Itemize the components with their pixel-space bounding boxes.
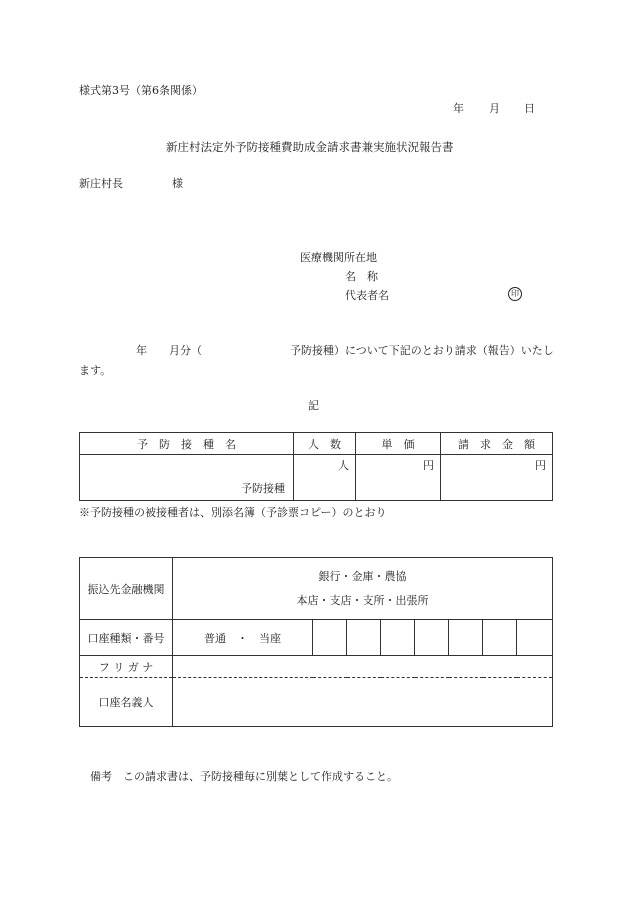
branch-types: 本店・支店・支所・出張所	[296, 593, 429, 607]
account-digit-box[interactable]	[347, 620, 381, 656]
date-month-label: 月	[489, 102, 500, 115]
note-text: ※予防接種の被接種者は、別添名簿（予診票コピー）のとおり	[79, 506, 387, 519]
applicant-address-label: 医療機関所在地	[300, 251, 377, 264]
account-digit-box[interactable]	[449, 620, 483, 656]
unit-price-unit: 円	[423, 459, 434, 472]
applicant-representative-label: 代表者名	[345, 289, 389, 302]
form-number: 様式第3号（第6条関係）	[79, 84, 203, 97]
seal-mark	[508, 286, 522, 301]
bank-types: 銀行・金庫・農協	[318, 569, 407, 583]
bank-table	[79, 557, 553, 727]
document-title: 新庄村法定外予防接種費助成金請求書兼実施状況報告書	[166, 140, 454, 154]
statement-line-1: 年 月分（ 予防接種）について下記のとおり請求（報告）いたし	[136, 344, 554, 357]
furigana-label: フ リ ガ ナ	[80, 656, 173, 678]
account-holder-field[interactable]	[173, 678, 553, 727]
claim-table	[79, 432, 553, 501]
date-year-label: 年	[453, 102, 464, 115]
bank-label: 振込先金融機関	[80, 558, 173, 620]
bank-cell[interactable]	[173, 558, 553, 620]
statement-line-2: ます。	[79, 364, 112, 377]
account-digit-box[interactable]	[415, 620, 449, 656]
seal-mark-text: 印	[508, 287, 522, 301]
account-label: 口座種類・番号	[80, 620, 173, 656]
account-holder-label: 口座名義人	[80, 678, 173, 727]
account-digit-box[interactable]	[381, 620, 415, 656]
header-unit-price: 単 価	[356, 433, 441, 455]
account-digit-box[interactable]	[483, 620, 517, 656]
applicant-name-label: 名 称	[345, 270, 378, 283]
header-claim-amount: 請 求 金 額	[441, 433, 553, 455]
ki-heading: 記	[308, 399, 319, 412]
vaccine-name-suffix: 予防接種	[241, 481, 285, 495]
header-count: 人 数	[294, 433, 356, 455]
account-types: 普通 ・ 当座	[204, 631, 281, 645]
account-digit-box[interactable]	[517, 620, 553, 656]
unit-price-cell[interactable]	[356, 455, 441, 501]
account-type-cell[interactable]	[173, 620, 313, 656]
furigana-field[interactable]	[173, 656, 553, 678]
claim-amount-unit: 円	[535, 459, 546, 472]
count-cell[interactable]	[294, 455, 356, 501]
claim-amount-cell[interactable]	[441, 455, 553, 501]
header-vaccine-name: 予 防 接 種 名	[80, 433, 294, 455]
date-day-label: 日	[524, 102, 535, 115]
addressee-honorific: 様	[172, 177, 183, 190]
remarks-text: 備考 この請求書は、予防接種毎に別葉として作成すること。	[90, 770, 398, 783]
count-unit: 人	[338, 459, 349, 472]
addressee-name: 新庄村長	[79, 177, 123, 190]
account-digit-box[interactable]	[313, 620, 347, 656]
vaccine-name-cell[interactable]	[80, 455, 294, 501]
